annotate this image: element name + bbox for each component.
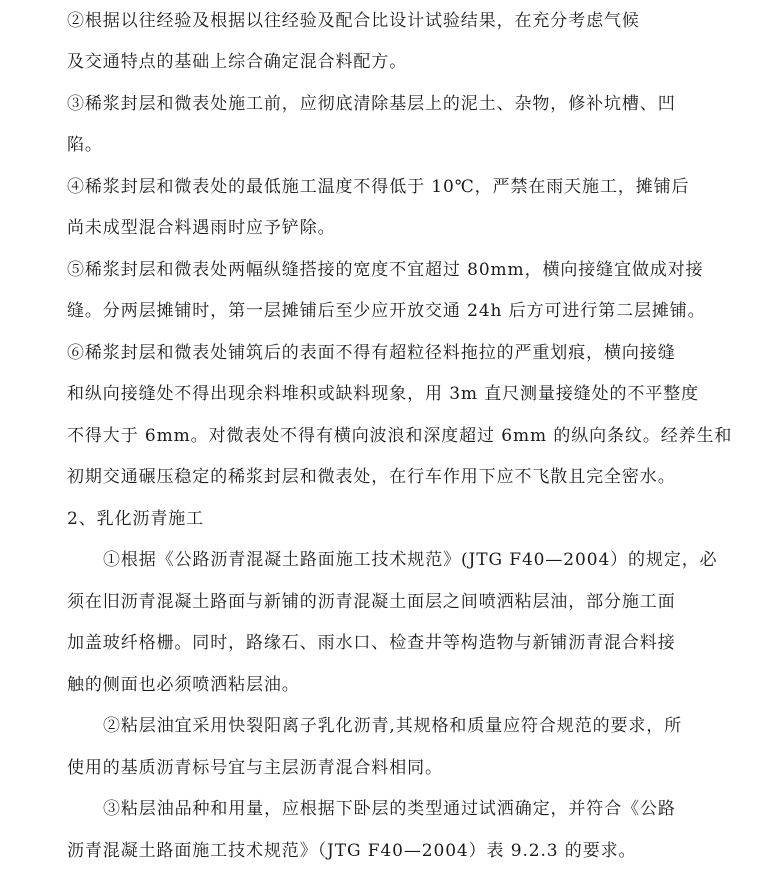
text-line: ③粘层油品种和用量，应根据下卧层的类型通过试洒确定，并符合《公路 [103, 799, 676, 819]
text-line: 触的侧面也必须喷洒粘层油。 [67, 675, 300, 695]
text-line: 和纵向接缝处不得出现余料堆积或缺料现象，用 3m 直尺测量接缝处的不平整度 [67, 384, 700, 404]
text-line: 不得大于 6mm。对微表处不得有横向波浪和深度超过 6mm 的纵向条纹。经养生和 [67, 426, 733, 446]
section-heading: 2、乳化沥青施工 [67, 509, 205, 529]
text-line: 陷。 [67, 135, 103, 155]
text-line: 尚未成型混合料遇雨时应予铲除。 [67, 218, 336, 238]
text-line: 沥青混凝土路面施工技术规范》（JTG F40—2004）表 9.2.3 的要求。 [67, 841, 637, 861]
text-line: ②粘层油宜采用快裂阳离子乳化沥青,其规格和质量应符合规范的要求，所 [103, 716, 683, 736]
text-line: ⑥稀浆封层和微表处铺筑后的表面不得有超粒径料拖拉的严重划痕，横向接缝 [67, 343, 676, 363]
text-line: ②根据以往经验及根据以往经验及配合比设计试验结果，在充分考虑气候 [67, 11, 640, 31]
text-line: 使用的基质沥青标号宜与主层沥青混合料相同。 [67, 758, 443, 778]
text-line: ④稀浆封层和微表处的最低施工温度不得低于 10℃，严禁在雨天施工，摊铺后 [67, 177, 690, 197]
text-line: ③稀浆封层和微表处施工前，应彻底清除基层上的泥土、杂物，修补坑槽、凹 [67, 94, 676, 114]
text-line: 加盖玻纤格栅。同时，路缘石、雨水口、检查井等构造物与新铺沥青混合料接 [67, 633, 676, 653]
text-line: 缝。分两层摊铺时，第一层摊铺后至少应开放交通 24h 后方可进行第二层摊铺。 [67, 301, 706, 321]
text-line: 及交通特点的基础上综合确定混合料配方。 [67, 52, 408, 72]
text-line: ①根据《公路沥青混凝土路面施工技术规范》(JTG F40—2004）的规定，必 [103, 550, 718, 570]
text-line: 初期交通碾压稳定的稀浆封层和微表处，在行车作用下应不飞散且完全密水。 [67, 467, 676, 487]
text-line: 须在旧沥青混凝土路面与新铺的沥青混凝土面层之间喷洒粘层油，部分施工面 [67, 592, 676, 612]
text-line: ⑤稀浆封层和微表处两幅纵缝搭接的宽度不宜超过 80mm，横向接缝宜做成对接 [67, 260, 704, 280]
